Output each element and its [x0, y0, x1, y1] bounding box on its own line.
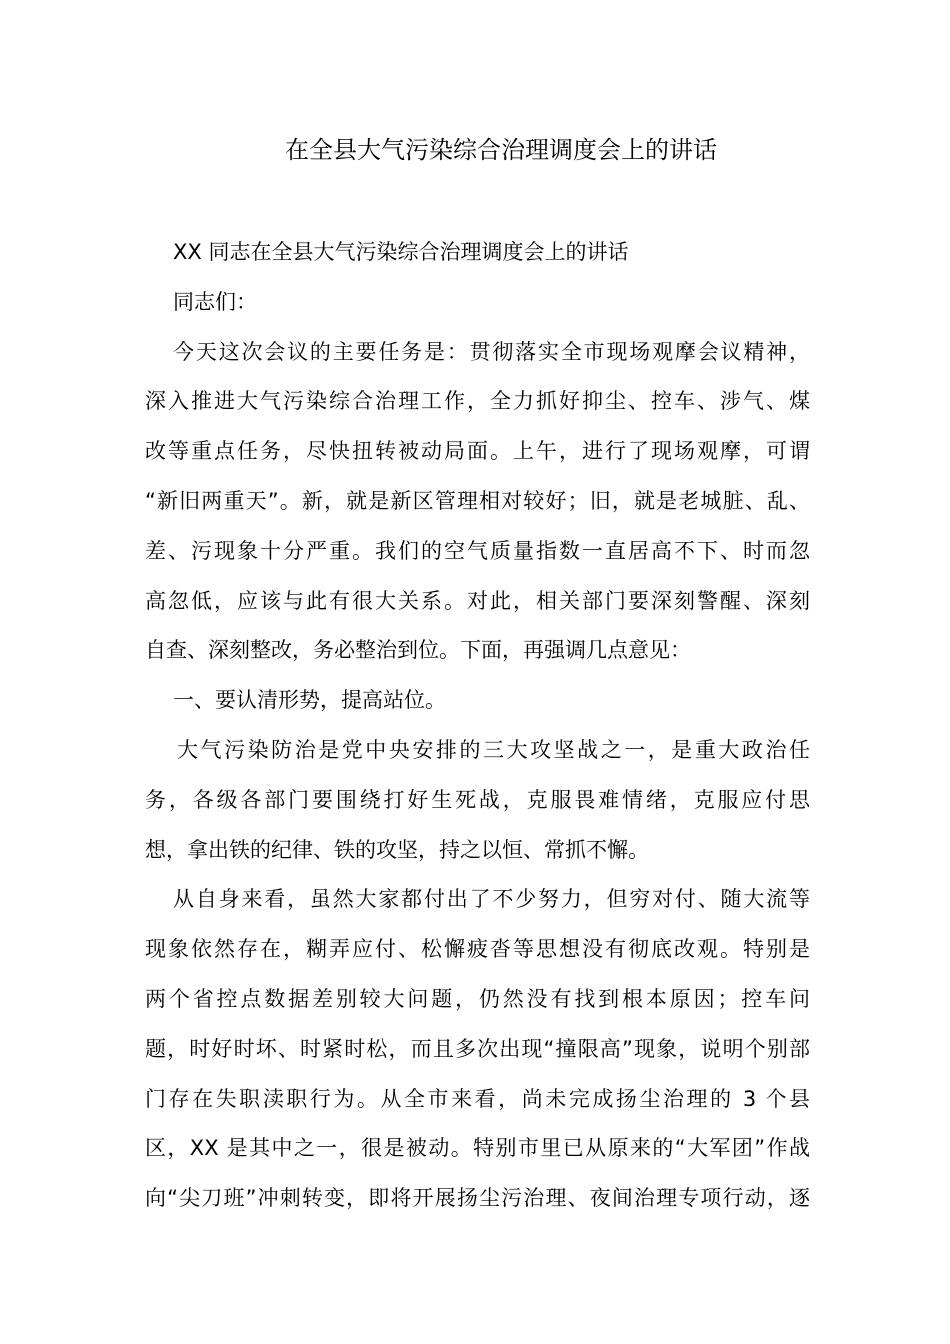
paragraph-line: 两个省控点数据差别较大问题，仍然没有找到根本原因；控车问 [145, 986, 810, 1011]
paragraph-line: 区，XX 是其中之一，很是被动。特别市里已从原来的“大军团”作战 [145, 1136, 810, 1161]
paragraph-line: 差、污现象十分严重。我们的空气质量指数一直居高不下、时而忽 [145, 538, 810, 563]
speaker-line: XX 同志在全县大气污染综合治理调度会上的讲话 [173, 240, 629, 264]
paragraph-line: 现象依然存在，糊弄应付、松懈疲沓等思想没有彻底改观。特别是 [145, 937, 810, 962]
paragraph-line: 大气污染防治是党中央安排的三大攻坚战之一，是重大政治任 [177, 737, 810, 762]
document-body [145, 228, 810, 1224]
paragraph-line: 自查、深刻整改，务必整治到位。下面，再强调几点意见： [145, 638, 691, 663]
paragraph-line: 想，拿出铁的纪律、铁的攻坚，持之以恒、常抓不懈。 [145, 837, 649, 862]
paragraph-line: 向“尖刀班”冲刺转变，即将开展扬尘污治理、夜间治理专项行动，逐 [145, 1186, 810, 1211]
paragraph-line: 高忽低，应该与此有很大关系。对此，相关部门要深刻警醒、深刻 [145, 588, 810, 613]
paragraph-line: 题，时好时坏、时紧时松，而且多次出现“撞限高”现象，说明个别部 [145, 1036, 810, 1061]
paragraph-line: 从自身来看，虽然大家都付出了不少努力，但穷对付、随大流等 [173, 887, 810, 912]
paragraph-line: 门存在失职渎职行为。从全市来看，尚未完成扬尘治理的 3 个县 [145, 1086, 810, 1111]
paragraph-line: 今天这次会议的主要任务是：贯彻落实全市现场观摩会议精神， [173, 339, 810, 364]
paragraph-line: 改等重点任务，尽快扭转被动局面。上午，进行了现场观摩，可谓 [145, 439, 810, 464]
document-title: 在全县大气污染综合治理调度会上的讲话 [285, 136, 717, 164]
paragraph-line: 深入推进大气污染综合治理工作，全力抓好抑尘、控车、涉气、煤 [145, 389, 810, 414]
section-heading: 一、要认清形势，提高站位。 [173, 688, 446, 713]
salutation: 同志们： [173, 289, 257, 314]
paragraph-line: 务，各级各部门要围绕打好生死战，克服畏难情绪，克服应付思 [145, 787, 810, 812]
paragraph-line: “新旧两重天”。新，就是新区管理相对较好；旧，就是老城脏、乱、 [145, 488, 810, 513]
